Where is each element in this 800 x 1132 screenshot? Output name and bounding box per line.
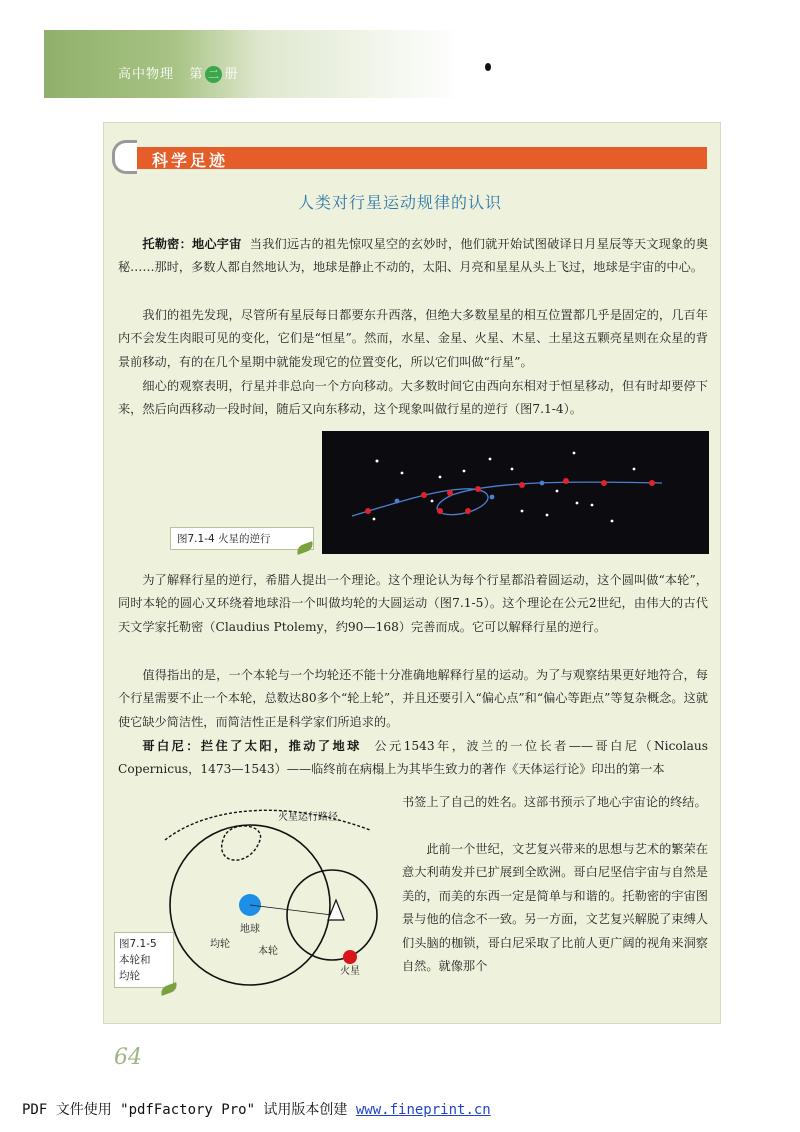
paragraph-complexity: 值得指出的是，一个本轮与一个均轮还不能十分准确地解释行星的运动。为了与观察结果更好地符合，每个行星需要不止一个本轮，总数达80多个“轮上轮”，并且还要引入“偏心点”和“偏心等距点”等复杂概念。这就使它缺少简洁性，而简洁性正是科学家们所追求的。: [118, 668, 708, 729]
paragraph-lead: 托勒密：地心宇宙: [142, 237, 242, 251]
epicycle-diagram: [150, 800, 400, 990]
star-field: [373, 452, 636, 523]
paragraph-text: 公元1543年，波兰的一位长者——哥白尼（Nicolaus Copernicus，1473—1543）——临终前在病榻上为其毕生致力的著作《天体运行论》印出的第一本: [118, 739, 709, 777]
deferent-radius: [250, 905, 332, 915]
footer-text: PDF 文件使用 "pdfFactory Pro" 试用版本创建: [22, 1102, 356, 1118]
volume-prefix: 第: [189, 67, 204, 82]
book-title: 高中物理: [118, 67, 175, 82]
caption-line: 均轮: [119, 970, 140, 982]
figure-caption-retrograde: 图7.1-4 火星的逆行: [170, 527, 314, 550]
mars-positions: [365, 478, 655, 514]
retrograde-loop: [222, 826, 261, 860]
figure-caption-epicycle: [114, 932, 174, 988]
mars-path: [352, 482, 662, 516]
banner-label: 科学足迹: [152, 151, 229, 170]
paragraph-ptolemy: [118, 233, 708, 280]
volume-number-badge: 二: [205, 66, 222, 83]
mars-orbit-path: [165, 810, 370, 840]
paragraph-renaissance: 此前一个世纪，文艺复兴带来的思想与艺术的繁荣在意大利萌发并已扩展到全欧洲。哥白尼坚信宇宙与自然是美的，而美的东西一定是简单与和谐的。托勒密的宇宙图景与他的信念不一致。另一方面，文艺复兴解脱了束缚人们头脑的枷锁，哥白尼采取了比前人更广阔的视角来洞察自然。就像那个: [402, 842, 708, 974]
paragraph-book-signature: 书签上了自己的姓名。这部书预示了地心宇宙论的终结。: [402, 795, 707, 809]
page-number: 64: [114, 1045, 142, 1070]
paragraph-lead: 哥白尼：拦住了太阳，推动了地球: [142, 739, 362, 753]
label-earth: 地球: [240, 924, 260, 935]
caption-line: 本轮和: [119, 954, 151, 966]
paragraph-epicycle-theory: 为了解释行星的逆行，希腊人提出一个理论。这个理论认为每个行星都沿着圆运动，这个圆叫做“本轮”，同时本轮的圆心又环绕着地球沿一个叫做均轮的大圆运动（图7.1-5）。这个理论在公元2世纪，由伟大的古代天文学家托勒密（Claudius Ptolemy，约90—168）完善而成。它可以解释行星的逆行。: [118, 573, 708, 634]
volume-suffix: 册: [224, 67, 239, 82]
banner-curl-icon: [112, 140, 137, 174]
paragraph-stars: 我们的祖先发现，尽管所有星辰每日都要东升西落，但绝大多数星星的相互位置都几乎是固定的，几百年内不会发生肉眼可见的变化，它们是“恒星”。然而，水星、金星、火星、木星、土星这五颗亮星则在众星的背景前移动，有的在几个星期中就能发现它的位置变化，所以它们叫做“行星”。: [118, 308, 708, 369]
section-title: 人类对行星运动规律的认识: [297, 193, 502, 212]
footer-link[interactable]: www.fineprint.cn: [355, 1102, 491, 1118]
retrograde-figure: [322, 431, 709, 554]
header-fade: [262, 30, 762, 98]
ink-dot: [485, 63, 491, 71]
paragraph-retrograde: 细心的观察表明，行星并非总向一个方向移动。大多数时间它由西向东相对于恒星移动，但有时却要停下来，然后向西移动一段时间，随后又向东移动，这个现象叫做行星的逆行（图7.1-4）。: [118, 379, 708, 417]
book-header: [118, 63, 238, 83]
label-mars-path: 火星运行路径: [278, 812, 338, 823]
paragraph-text: 当我们远古的祖先惊叹星空的玄妙时，他们就开始试图破译日月星辰等天文现象的奥秘……那时，多数人都自然地认为，地球是静止不动的，太阳、月亮和星星从头上飞过，地球是宇宙的中心。: [118, 237, 709, 275]
label-mars: 火星: [340, 966, 360, 977]
label-epicycle: 本轮: [258, 946, 278, 957]
pdf-footer: [22, 1099, 491, 1119]
paragraph-copernicus: [118, 735, 708, 782]
label-deferent: 均轮: [210, 939, 230, 950]
caption-line: 图7.1-5: [119, 938, 157, 950]
retrograde-diagram: [322, 431, 709, 554]
